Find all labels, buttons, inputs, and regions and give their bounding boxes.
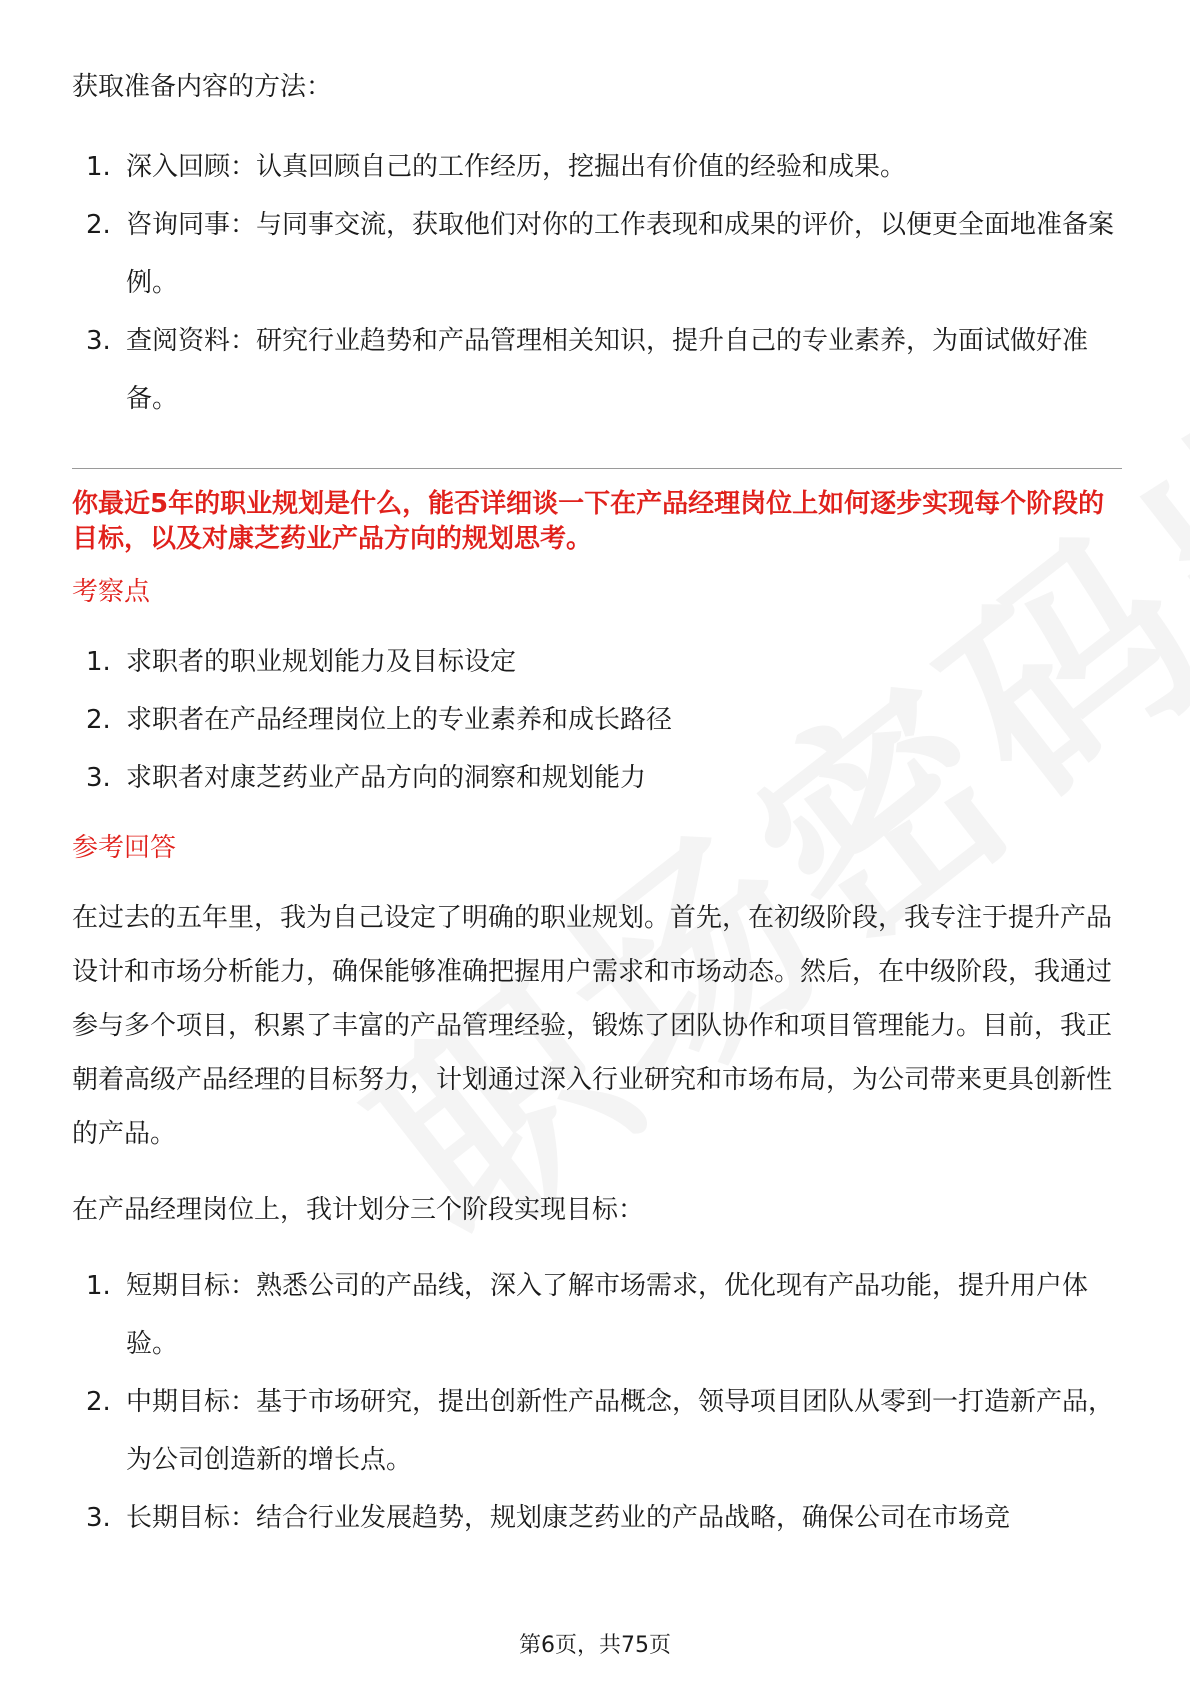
list-item: 2. 中期目标：基于市场研究，提出创新性产品概念，领导项目团队从零到一打造新产品，为公司创造新的增长点。 — [86, 1387, 1115, 1475]
interview-question: 你最近5年的职业规划是什么，能否详细谈一下在产品经理岗位上如何逐步实现每个阶段的目标，以及对康芝药业产品方向的规划思考。 — [72, 489, 1105, 554]
list-item: 2. 咨询同事：与同事交流，获取他们对你的工作表现和成果的评价，以便更全面地准备案例。 — [86, 210, 1115, 298]
list-item: 1. 求职者的职业规划能力及目标设定 — [86, 647, 517, 677]
list-item: 3. 查阅资料：研究行业趋势和产品管理相关知识，提升自己的专业素养，为面试做好准备。 — [86, 326, 1089, 414]
answer-heading: 参考回答 — [72, 833, 177, 863]
answer-paragraph: 在过去的五年里，我为自己设定了明确的职业规划。首先，在初级阶段，我专注于提升产品设计和市场分析能力，确保能够准确把握用户需求和市场动态。然后，在中级阶段，我通过参与多个项目，积累了丰富的产品管理经验，锻炼了团队协作和项目管理能力。目前，我正朝着高级产品经理的目标努力，计划通过深入行业研究和市场布局，为公司带来更具创新性的产品。 — [72, 903, 1113, 1149]
section-divider — [72, 468, 1122, 469]
goals-list — [72, 1257, 1122, 1547]
list-item: 2. 求职者在产品经理岗位上的专业素养和成长路径 — [86, 705, 673, 735]
answer-plan-intro: 在产品经理岗位上，我计划分三个阶段实现目标： — [72, 1195, 645, 1225]
list-item: 3. 长期目标：结合行业发展趋势，规划康芝药业的产品战略，确保公司在市场竞 — [86, 1503, 1011, 1533]
methods-list — [72, 138, 1122, 428]
page-content — [72, 58, 1122, 1547]
points-heading: 考察点 — [72, 577, 151, 607]
list-item: 1. 深入回顾：认真回顾自己的工作经历，挖掘出有价值的经验和成果。 — [86, 152, 907, 182]
points-list — [72, 633, 1122, 807]
list-item: 1. 短期目标：熟悉公司的产品线，深入了解市场需求，优化现有产品功能，提升用户体验。 — [86, 1271, 1089, 1359]
methods-intro: 获取准备内容的方法： — [72, 72, 333, 102]
page-footer: 第6页，共75页 — [519, 1633, 671, 1658]
list-item: 3. 求职者对康芝药业产品方向的洞察和规划能力 — [86, 763, 647, 793]
